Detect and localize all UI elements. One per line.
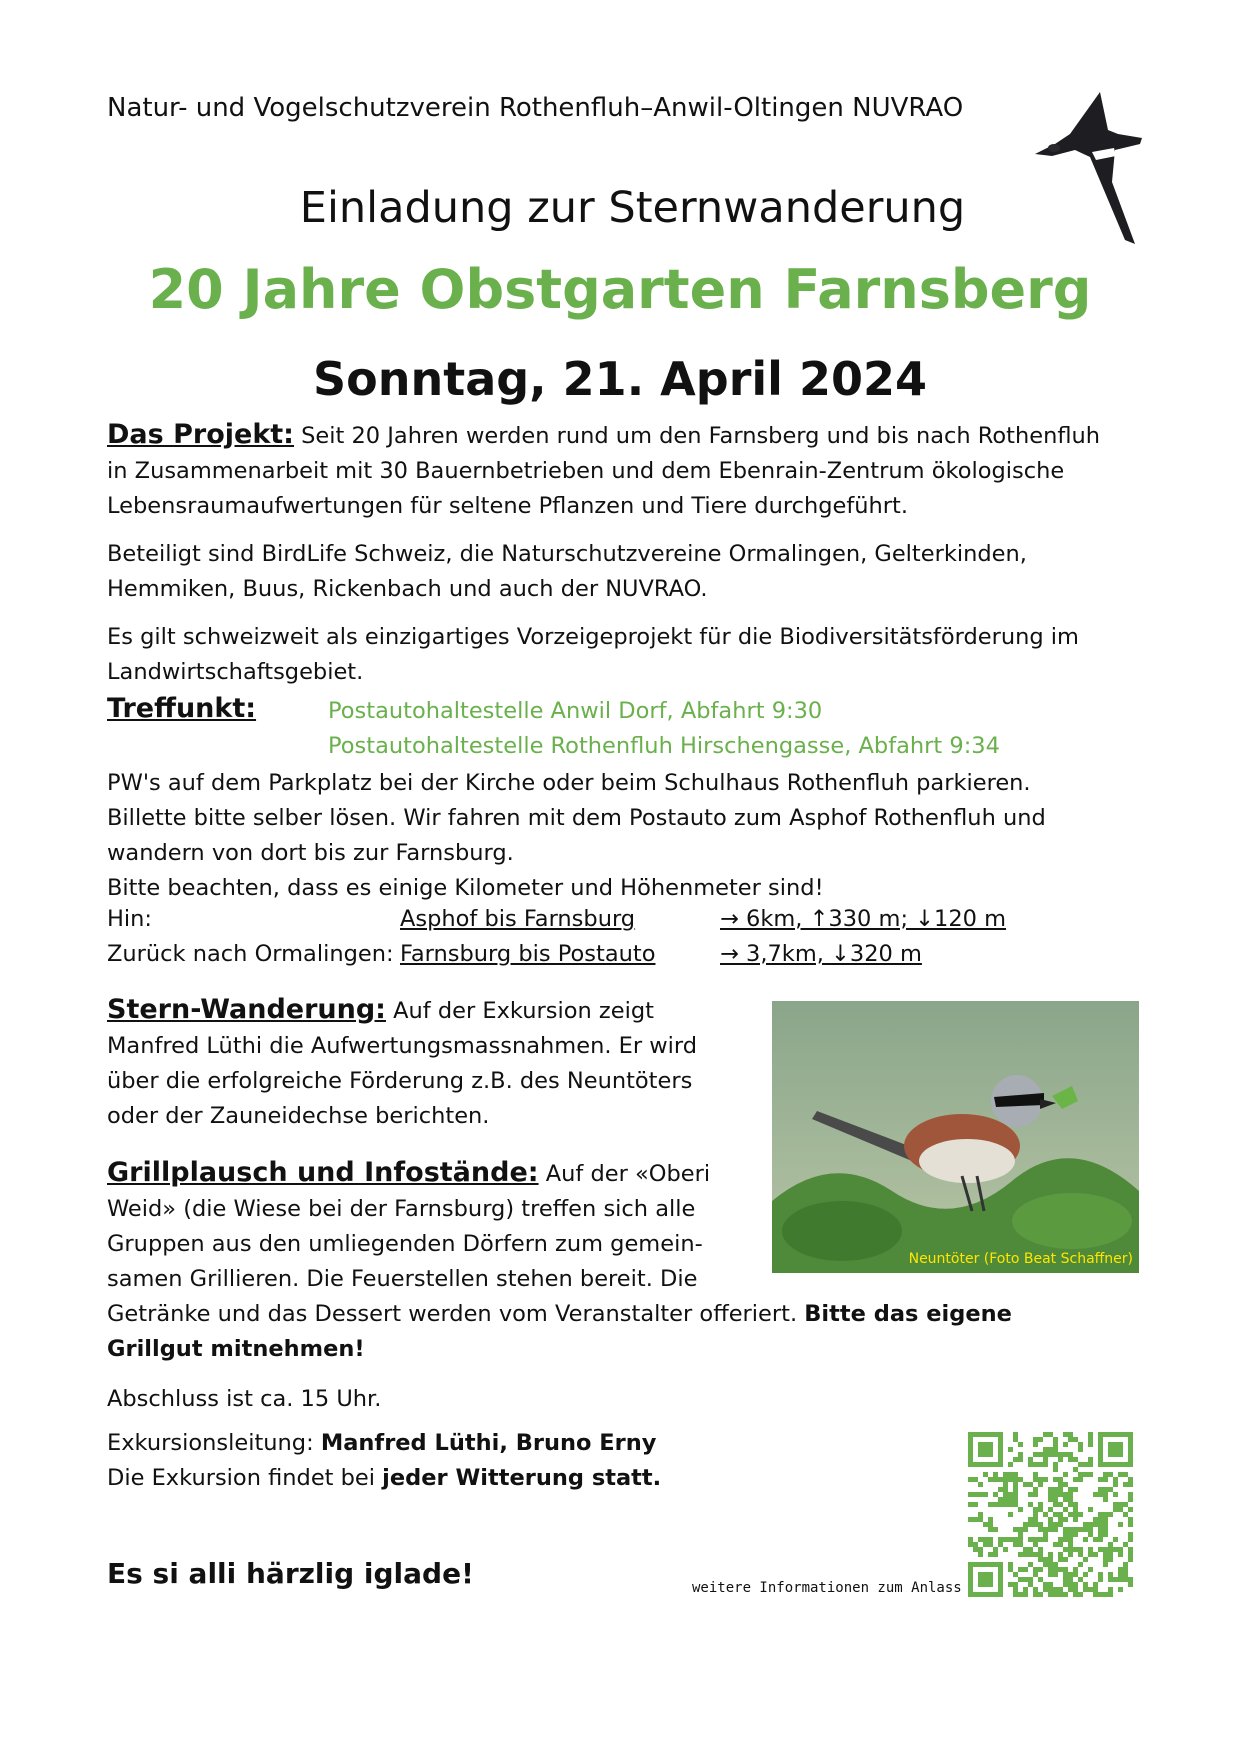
projekt-line: Lebensraumaufwertungen für seltene Pflanzen und Tiere durchgeführt. — [107, 493, 909, 519]
partners-line: Hemmiken, Buus, Rickenbach und auch der NUVRAO. — [107, 576, 708, 602]
route-back-label: Zurück nach Ormalingen: — [107, 941, 394, 967]
stern-line: oder der Zauneidechse berichten. — [107, 1103, 490, 1129]
grill-line: samen Grillieren. Die Feuerstellen stehen bereit. Die — [107, 1266, 698, 1292]
route-back-stats: → 3,7km, ↓320 m — [720, 941, 922, 967]
projekt-line: Seit 20 Jahren werden rund um den Farnsberg und bis nach Rothenfluh — [301, 423, 1101, 449]
travel-line: Bitte beachten, dass es einige Kilometer und Höhenmeter sind! — [107, 875, 824, 901]
leitung-label: Exkursionsleitung: — [107, 1430, 314, 1456]
leitung-section — [107, 1426, 927, 1496]
stern-heading: Stern-Wanderung: — [107, 994, 386, 1025]
route-hin-path: Asphof bis Farnsburg — [400, 906, 636, 932]
weather-note-bold: jeder Witterung statt. — [382, 1465, 662, 1491]
closing-greeting: Es si alli härzlig iglade! — [107, 1557, 474, 1590]
travel-line: Billette bitte selber lösen. Wir fahren mit dem Postauto zum Asphof Rothenfluh und — [107, 805, 1046, 831]
qr-caption: weitere Informationen zum Anlass — [692, 1580, 962, 1596]
grill-line: Getränke und das Dessert werden vom Veranstalter offeriert. — [107, 1301, 798, 1327]
travel-line: PW's auf dem Parkplatz bei der Kirche oder beim Schulhaus Rothenfluh parkieren. — [107, 770, 1031, 796]
meeting-stop-rothenfluh: Postautohaltestelle Rothenfluh Hirschengasse, Abfahrt 9:34 — [328, 733, 1000, 759]
route-back-row — [107, 941, 394, 967]
event-title: 20 Jahre Obstgarten Farnsberg — [148, 258, 1092, 321]
grill-section — [107, 1155, 1147, 1367]
projekt-section — [107, 417, 1147, 524]
route-hin-stats: → 6km, ↑330 m; ↓120 m — [720, 906, 1007, 932]
stern-line: über die erfolgreiche Förderung z.B. des Neuntöters — [107, 1068, 693, 1094]
end-time: Abschluss ist ca. 15 Uhr. — [107, 1386, 382, 1412]
route-back-path: Farnsburg bis Postauto — [400, 941, 656, 967]
invitation-heading: Einladung zur Sternwanderung — [299, 183, 966, 233]
partners-paragraph — [107, 537, 1147, 607]
significance-line: Landwirtschaftsgebiet. — [107, 659, 364, 685]
projekt-heading: Das Projekt: — [107, 419, 294, 450]
travel-info — [107, 766, 1147, 906]
travel-line: wandern von dort bis zur Farnsburg. — [107, 840, 514, 866]
grill-heading: Grillplausch und Infostände: — [107, 1157, 539, 1188]
grill-line: Weid» (die Wiese bei der Farnsburg) treffen sich alle — [107, 1196, 696, 1222]
grill-bold-note: Bitte das eigene — [804, 1301, 1012, 1327]
stern-line: Auf der Exkursion zeigt — [393, 998, 654, 1024]
partners-line: Beteiligt sind BirdLife Schweiz, die Naturschutzvereine Ormalingen, Gelterkinden, — [107, 541, 1027, 567]
grill-line: Auf der «Oberi — [545, 1161, 711, 1187]
projekt-line: in Zusammenarbeit mit 30 Bauernbetrieben und dem Ebenrain-Zentrum ökologische — [107, 458, 1065, 484]
qr-code[interactable] — [968, 1432, 1133, 1597]
meeting-stop-anwil: Postautohaltestelle Anwil Dorf, Abfahrt 9:30 — [328, 698, 823, 724]
route-back-details — [400, 941, 922, 967]
stern-section — [107, 992, 757, 1134]
significance-paragraph — [107, 620, 1147, 690]
organization-name: Natur- und Vogelschutzverein Rothenfluh–Anwil-Oltingen NUVRAO — [107, 93, 964, 123]
route-hin-details — [400, 906, 1006, 932]
weather-note: Die Exkursion findet bei — [107, 1465, 376, 1491]
grill-line: Gruppen aus den umliegenden Dörfern zum gemein- — [107, 1231, 703, 1257]
stern-line: Manfred Lüthi die Aufwertungsmassnahmen. Er wird — [107, 1033, 698, 1059]
grill-bold-note: Grillgut mitnehmen! — [107, 1336, 365, 1362]
treffpunkt-heading: Treffunkt: — [107, 693, 257, 724]
leitung-names: Manfred Lüthi, Bruno Erny — [320, 1430, 657, 1456]
route-hin-row — [107, 906, 152, 932]
event-date: Sonntag, 21. April 2024 — [313, 352, 927, 406]
significance-line: Es gilt schweizweit als einzigartiges Vorzeigeprojekt für die Biodiversitätsförderung im — [107, 624, 1079, 650]
photo-caption: Neuntöter (Foto Beat Schaffner) — [908, 1251, 1133, 1267]
route-hin-label: Hin: — [107, 906, 153, 932]
